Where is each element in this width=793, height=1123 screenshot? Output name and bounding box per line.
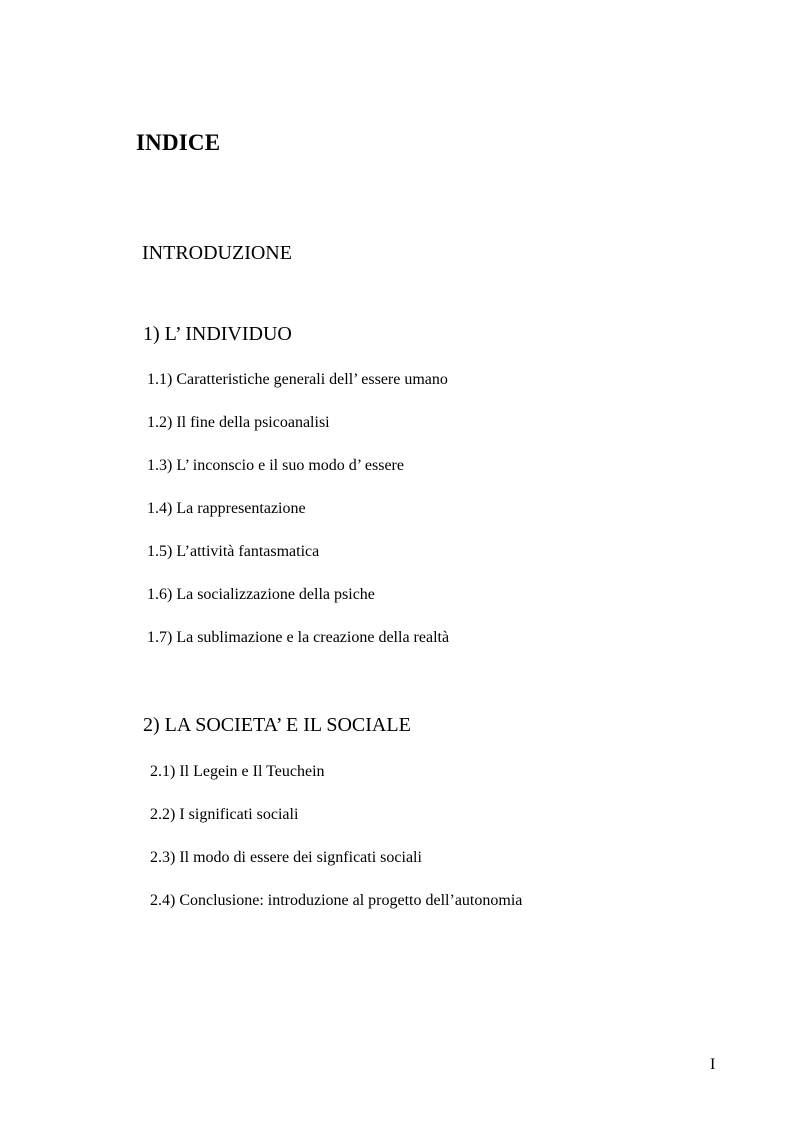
toc-chapter-2-heading: 2) LA SOCIETA’ E IL SOCIALE <box>143 714 411 736</box>
toc-section-2-2: 2.2) I significati sociali <box>150 806 299 823</box>
toc-section-1-5: 1.5) L’attività fantasmatica <box>147 543 320 560</box>
toc-chapter-1-heading: 1) L’ INDIVIDUO <box>143 323 292 345</box>
toc-section-1-3: 1.3) L’ inconscio e il suo modo d’ essere <box>147 457 404 474</box>
page-number: I <box>710 1056 716 1073</box>
toc-section-1-4: 1.4) La rappresentazione <box>147 500 306 517</box>
toc-section-2-4: 2.4) Conclusione: introduzione al progetto dell’autonomia <box>150 892 523 909</box>
toc-section-2-3: 2.3) Il modo di essere dei signficati sociali <box>150 849 422 866</box>
toc-section-2-1: 2.1) Il Legein e Il Teuchein <box>150 763 325 780</box>
toc-section-1-7: 1.7) La sublimazione e la creazione della realtà <box>147 629 450 646</box>
page-title: INDICE <box>136 130 221 155</box>
toc-section-1-1: 1.1) Caratteristiche generali dell’ essere umano <box>147 371 448 388</box>
toc-section-1-2: 1.2) Il fine della psicoanalisi <box>147 414 330 431</box>
toc-section-1-6: 1.6) La socializzazione della psiche <box>147 586 375 603</box>
toc-entry-introduction: INTRODUZIONE <box>142 242 292 264</box>
